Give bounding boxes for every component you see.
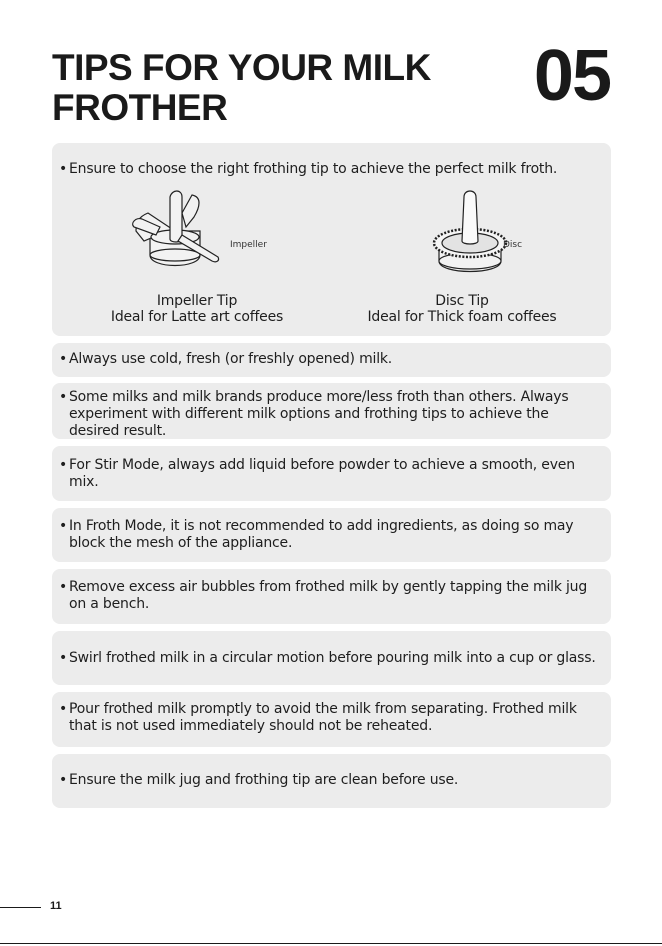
bullet: • <box>59 772 68 788</box>
footer-divider <box>0 907 41 908</box>
impeller-label: Impeller <box>230 240 267 250</box>
tip-text: Some milks and milk brands produce more/less froth than others. Always experiment with different milk options and frothing tips to achieve the desired result. <box>69 389 569 439</box>
disc-caption-title: Disc Tip <box>435 293 489 309</box>
tip-card <box>52 446 611 501</box>
tip-item <box>59 389 599 440</box>
tip-item <box>59 772 599 789</box>
page-title-line-1: TIPS FOR YOUR MILK <box>52 47 431 88</box>
impeller-caption-subtitle: Ideal for Latte art coffees <box>110 309 284 325</box>
tip-card <box>52 569 611 624</box>
chapter-number: 05 <box>533 36 610 116</box>
tip-card <box>52 383 611 439</box>
impeller-tip-illustration <box>122 183 232 283</box>
tip-text: Always use cold, fresh (or freshly opened) milk. <box>69 351 393 367</box>
tip-text: In Froth Mode, it is not recommended to add ingredients, as doing so may block the mesh of the appliance. <box>69 518 574 551</box>
tip-item <box>59 351 599 368</box>
frothing-tip-card <box>52 143 611 336</box>
disc-caption <box>352 293 572 325</box>
bullet: • <box>59 701 68 717</box>
tip-card <box>52 508 611 562</box>
tip-text: Ensure the milk jug and frothing tip are clean before use. <box>69 772 459 788</box>
tip-card <box>52 343 611 377</box>
bullet: • <box>59 161 68 177</box>
page-title-line-2: FROTHER <box>52 87 228 128</box>
tip-item <box>59 701 599 735</box>
tip-text: Ensure to choose the right frothing tip to achieve the perfect milk froth. <box>69 161 558 177</box>
disc-label: Disc <box>503 240 523 250</box>
bullet: • <box>59 579 68 595</box>
disc-tip-illustration <box>425 183 515 283</box>
disc-caption-subtitle: Ideal for Thick foam coffees <box>367 309 557 325</box>
bullet: • <box>59 389 68 405</box>
bullet: • <box>59 351 68 367</box>
tip-item <box>59 457 599 491</box>
tip-card <box>52 754 611 808</box>
bullet: • <box>59 650 68 666</box>
bullet: • <box>59 457 68 473</box>
tip-item <box>59 161 599 178</box>
bullet: • <box>59 518 68 534</box>
page-title <box>52 48 431 128</box>
tip-item <box>59 518 599 552</box>
tip-card <box>52 692 611 747</box>
bottom-rule <box>0 943 662 944</box>
page-number: 11 <box>50 900 62 912</box>
tip-item <box>59 650 599 667</box>
tip-text: Remove excess air bubbles from frothed milk by gently tapping the milk jug on a bench. <box>69 579 588 612</box>
impeller-caption <box>87 293 307 325</box>
tip-item <box>59 579 599 613</box>
impeller-caption-title: Impeller Tip <box>156 293 238 309</box>
tip-text: Swirl frothed milk in a circular motion before pouring milk into a cup or glass. <box>69 650 596 666</box>
tip-text: Pour frothed milk promptly to avoid the milk from separating. Frothed milk that is not used immediately should not be reheated. <box>69 701 577 734</box>
tip-card <box>52 631 611 685</box>
tip-text: For Stir Mode, always add liquid before powder to achieve a smooth, even mix. <box>69 457 575 490</box>
